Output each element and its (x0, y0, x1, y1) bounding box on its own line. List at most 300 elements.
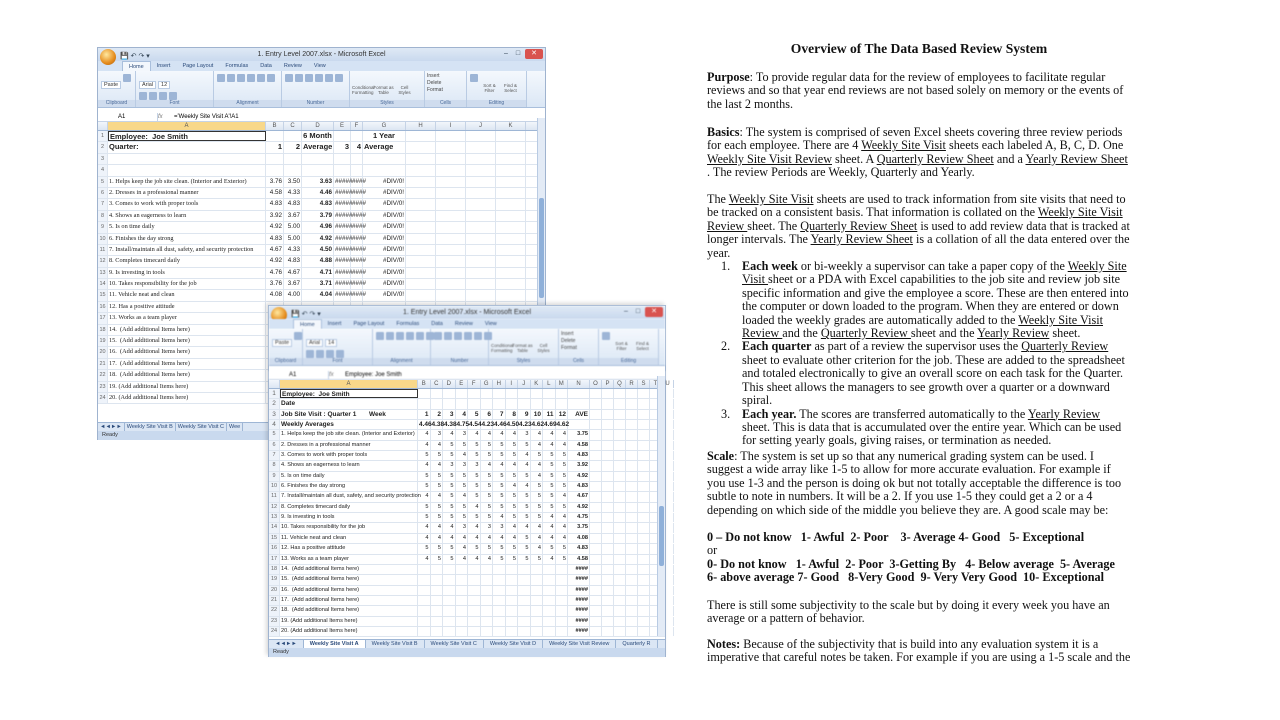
minimize-button[interactable]: – (504, 50, 508, 57)
column-header[interactable]: C (431, 380, 444, 388)
cell[interactable]: 4.58 (266, 188, 284, 198)
cell[interactable]: 4.71 (302, 268, 334, 278)
cell[interactable] (556, 586, 569, 595)
scrollbar-thumb[interactable] (659, 506, 664, 566)
column-header[interactable]: J (466, 122, 496, 130)
cell[interactable] (590, 523, 602, 532)
cell[interactable]: 4 (518, 482, 531, 491)
cell[interactable]: 5 (506, 451, 519, 460)
cell[interactable]: 5 (543, 503, 556, 512)
cell[interactable] (418, 606, 431, 615)
cell[interactable]: 4 (506, 534, 519, 543)
cell[interactable]: 3.67 (284, 211, 302, 221)
cell[interactable]: 4 (431, 523, 444, 532)
cell[interactable] (602, 410, 614, 419)
cell[interactable] (590, 410, 602, 419)
row-header[interactable]: 3 (269, 410, 280, 419)
cell[interactable] (468, 596, 481, 605)
cell[interactable]: 9. Is investing in tools (280, 513, 418, 522)
cell[interactable]: 5 (418, 503, 431, 512)
cell[interactable]: 5 (456, 513, 469, 522)
cell[interactable]: #### (351, 256, 363, 266)
cell[interactable]: 5 (543, 482, 556, 491)
cell[interactable]: 10 (531, 410, 544, 419)
sheet-tab[interactable]: Weekly Site Visit Review (543, 640, 616, 648)
cell[interactable] (496, 154, 526, 164)
cell[interactable] (436, 290, 466, 300)
cell[interactable]: 4 (506, 461, 519, 470)
cell[interactable] (626, 441, 638, 450)
cell[interactable]: 7. Install/maintain all dust, safety, and security protection (108, 245, 266, 255)
cell[interactable]: 3 (456, 523, 469, 532)
cell[interactable] (436, 142, 466, 152)
cell[interactable] (556, 575, 569, 584)
formula-input[interactable]: Employee: Joe Smith (345, 372, 402, 378)
cell[interactable]: #DIV/0! (363, 234, 406, 244)
cell[interactable]: 5 (456, 441, 469, 450)
format-icon[interactable] (325, 74, 333, 82)
cell[interactable]: 4 (443, 534, 456, 543)
cell[interactable]: #DIV/0! (363, 290, 406, 300)
cell[interactable]: 4 (518, 523, 531, 532)
format-icon[interactable] (434, 332, 442, 340)
sheet-tab[interactable]: Wee (227, 423, 243, 431)
cell[interactable] (614, 513, 626, 522)
cell[interactable]: 5 (418, 472, 431, 481)
cell[interactable]: 5 (468, 441, 481, 450)
cell[interactable] (590, 617, 602, 626)
column-header[interactable]: E (334, 122, 351, 130)
cell[interactable] (418, 596, 431, 605)
cell[interactable]: 4.76 (266, 268, 284, 278)
cell[interactable]: #### (568, 565, 590, 574)
cell[interactable]: 4.96 (302, 222, 334, 232)
formula-input[interactable]: ='Weekly Site Visit A'!A1 (174, 114, 239, 120)
cell[interactable]: 1 (266, 142, 284, 152)
cell[interactable]: 2. Dresses in a professional manner (280, 441, 418, 450)
row-header[interactable]: 3 (98, 154, 108, 164)
cell[interactable] (638, 420, 650, 429)
cell[interactable]: ##### (334, 177, 351, 187)
cell[interactable] (108, 165, 266, 175)
cell[interactable]: 17. (Add additional Items here) (108, 359, 266, 369)
cell[interactable] (506, 627, 519, 636)
cell[interactable]: 4 (543, 430, 556, 439)
cell[interactable] (406, 177, 436, 187)
column-header[interactable]: K (496, 122, 526, 130)
cell[interactable] (543, 575, 556, 584)
format-icon[interactable] (267, 74, 275, 82)
cell[interactable] (443, 596, 456, 605)
cell[interactable] (496, 177, 526, 187)
cell[interactable]: 16. (Add additional Items here) (280, 586, 418, 595)
cell[interactable]: 5 (556, 482, 569, 491)
cell[interactable]: 12 (556, 410, 569, 419)
cell[interactable]: 3 (481, 523, 494, 532)
cell[interactable] (543, 399, 556, 408)
cell[interactable] (638, 534, 650, 543)
cell[interactable] (543, 617, 556, 626)
cell[interactable]: 5 (518, 492, 531, 501)
cell[interactable]: 4 (556, 441, 569, 450)
cell[interactable] (466, 165, 496, 175)
cell[interactable]: ##### (334, 234, 351, 244)
cell[interactable] (518, 617, 531, 626)
cell[interactable]: 5 (506, 441, 519, 450)
cell[interactable] (590, 565, 602, 574)
cell[interactable] (493, 617, 506, 626)
cell[interactable]: 4.83 (568, 544, 590, 553)
cell[interactable] (431, 565, 444, 574)
tab-review[interactable]: Review (283, 63, 302, 69)
tab-view[interactable]: View (313, 63, 326, 69)
cell[interactable]: 20. (Add additional Items here) (280, 627, 418, 636)
cell[interactable]: 4 (556, 430, 569, 439)
column-header[interactable]: D (302, 122, 334, 130)
column-header[interactable]: Q (614, 380, 626, 388)
cell[interactable]: 5 (456, 503, 469, 512)
cell[interactable]: 4.83 (284, 256, 302, 266)
cell[interactable]: 4.88 (302, 256, 334, 266)
cell[interactable] (590, 482, 602, 491)
cell[interactable] (496, 268, 526, 278)
cell[interactable]: 4 (431, 534, 444, 543)
column-header[interactable]: A (108, 122, 266, 130)
cell[interactable] (431, 389, 444, 398)
paste-button[interactable]: Paste (272, 339, 292, 347)
cell[interactable]: 5 (531, 451, 544, 460)
cell[interactable] (302, 165, 334, 175)
cell[interactable] (496, 188, 526, 198)
cell[interactable]: 5 (443, 441, 456, 450)
cell[interactable]: 17. (Add additional Items here) (280, 596, 418, 605)
cell[interactable] (602, 482, 614, 491)
column-header[interactable]: D (443, 380, 456, 388)
cell[interactable]: 4 (456, 544, 469, 553)
cell[interactable] (431, 627, 444, 636)
cell[interactable] (506, 606, 519, 615)
close-button[interactable]: ✕ (525, 49, 543, 59)
format-icon[interactable] (237, 74, 245, 82)
cell[interactable] (443, 627, 456, 636)
cell[interactable] (468, 606, 481, 615)
row-header[interactable]: 17 (269, 555, 280, 564)
cell[interactable]: 5 (481, 472, 494, 481)
cell[interactable]: Employee: Joe Smith (108, 131, 266, 141)
cell[interactable] (466, 222, 496, 232)
cell[interactable]: 4.67 (284, 268, 302, 278)
cell[interactable]: 5 (556, 555, 569, 564)
cell[interactable]: 5 (556, 503, 569, 512)
cell[interactable]: #### (351, 188, 363, 198)
cell[interactable] (531, 399, 544, 408)
cell[interactable] (406, 142, 436, 152)
cell[interactable]: 5 (493, 472, 506, 481)
cell[interactable] (568, 420, 590, 429)
cell[interactable] (493, 627, 506, 636)
cell[interactable] (496, 199, 526, 209)
cell[interactable]: 4 (418, 555, 431, 564)
cell[interactable]: 4.83 (302, 199, 334, 209)
cell[interactable]: 3 (493, 523, 506, 532)
format-icon[interactable] (396, 332, 404, 340)
cell[interactable] (614, 389, 626, 398)
cell[interactable]: 9. Is investing in tools (108, 268, 266, 278)
format-icon[interactable] (454, 332, 462, 340)
cell[interactable]: 4.83 (266, 234, 284, 244)
cell[interactable] (493, 606, 506, 615)
cell[interactable] (436, 256, 466, 266)
cell[interactable] (518, 389, 531, 398)
cell[interactable]: 4 (418, 523, 431, 532)
column-header[interactable]: B (266, 122, 284, 130)
cell[interactable] (614, 482, 626, 491)
format-icon[interactable] (386, 332, 394, 340)
cell[interactable] (466, 256, 496, 266)
cut-icon[interactable] (294, 332, 302, 340)
cell[interactable]: ##### (334, 279, 351, 289)
row-header[interactable]: 18 (269, 565, 280, 574)
row-header[interactable]: 21 (98, 359, 108, 369)
cell[interactable] (466, 131, 496, 141)
cell[interactable] (626, 503, 638, 512)
cell[interactable] (614, 461, 626, 470)
cell[interactable] (638, 586, 650, 595)
cell[interactable]: 4.92 (266, 256, 284, 266)
cell[interactable]: 4.75 (456, 421, 470, 429)
format-icon[interactable] (315, 74, 323, 82)
cell[interactable]: 4 (456, 534, 469, 543)
cell[interactable]: 5 (443, 555, 456, 564)
cell[interactable] (351, 131, 363, 141)
column-header[interactable]: K (531, 380, 544, 388)
editing-button[interactable]: Sort & Filter (615, 341, 628, 351)
cell[interactable]: 5 (418, 482, 431, 491)
cell[interactable] (602, 451, 614, 460)
cell[interactable] (614, 399, 626, 408)
cell[interactable]: 3.79 (302, 211, 334, 221)
cell[interactable] (614, 586, 626, 595)
row-header[interactable]: 20 (269, 586, 280, 595)
cell[interactable]: 4.83 (284, 199, 302, 209)
cell[interactable] (468, 617, 481, 626)
cell[interactable] (638, 441, 650, 450)
cell[interactable]: #### (568, 617, 590, 626)
cell[interactable]: Employee: Joe Smith (280, 389, 418, 398)
cell[interactable] (284, 154, 302, 164)
cell[interactable] (602, 513, 614, 522)
cell[interactable] (443, 617, 456, 626)
cell[interactable] (543, 606, 556, 615)
cell[interactable]: 18. (Add additional Items here) (108, 370, 266, 380)
cell[interactable] (466, 245, 496, 255)
cell[interactable] (493, 565, 506, 574)
tab-data[interactable]: Data (431, 321, 443, 327)
cell[interactable]: 5 (443, 513, 456, 522)
cell[interactable]: 4.75 (568, 513, 590, 522)
format-icon[interactable] (295, 74, 303, 82)
cell[interactable]: #DIV/0! (363, 268, 406, 278)
cell[interactable]: 5 (518, 555, 531, 564)
cell[interactable]: 3.92 (266, 211, 284, 221)
cell[interactable] (626, 606, 638, 615)
cell[interactable]: 5 (418, 544, 431, 553)
format-icon[interactable] (416, 332, 424, 340)
row-header[interactable]: 11 (269, 492, 280, 501)
cell[interactable] (443, 586, 456, 595)
cell[interactable] (626, 596, 638, 605)
cell[interactable]: 4 (493, 534, 506, 543)
cell[interactable] (481, 606, 494, 615)
cell[interactable] (614, 503, 626, 512)
cell[interactable]: 4 (556, 492, 569, 501)
cell[interactable]: 4.58 (568, 555, 590, 564)
cell[interactable] (626, 472, 638, 481)
cell[interactable] (590, 451, 602, 460)
cell[interactable] (466, 177, 496, 187)
cell[interactable]: 5 (493, 503, 506, 512)
cell[interactable]: 4 (543, 555, 556, 564)
cell[interactable]: 5 (493, 492, 506, 501)
cell[interactable] (626, 555, 638, 564)
cells-button[interactable]: Delete (427, 80, 442, 86)
cell[interactable]: 4 (493, 513, 506, 522)
cell[interactable] (456, 586, 469, 595)
column-header[interactable]: H (493, 380, 506, 388)
cell[interactable]: #### (351, 222, 363, 232)
cell[interactable] (590, 430, 602, 439)
cell[interactable]: 4.69 (544, 421, 557, 429)
row-header[interactable]: 6 (98, 188, 108, 198)
cell[interactable] (638, 544, 650, 553)
column-header[interactable]: C (284, 122, 302, 130)
maximize-button[interactable]: □ (635, 308, 641, 315)
cell[interactable]: 4 (468, 430, 481, 439)
cell[interactable]: 5 (443, 544, 456, 553)
cell[interactable]: 4.83 (568, 482, 590, 491)
cell[interactable]: ##### (334, 245, 351, 255)
cell[interactable] (406, 211, 436, 221)
tab-formulas[interactable]: Formulas (396, 321, 420, 327)
cell[interactable]: 4 (543, 513, 556, 522)
format-icon[interactable] (285, 74, 293, 82)
cell[interactable]: #DIV/0! (363, 211, 406, 221)
cell[interactable]: 5 (418, 451, 431, 460)
sheet-tab[interactable]: Weekly Site Visit B (366, 640, 425, 648)
sum-icon[interactable] (602, 332, 610, 340)
cell[interactable]: 4.08 (568, 534, 590, 543)
cell[interactable] (418, 389, 431, 398)
cell[interactable]: 4.58 (568, 441, 590, 450)
row-header[interactable]: 7 (269, 451, 280, 460)
cell[interactable]: 4 (468, 523, 481, 532)
cell[interactable] (638, 503, 650, 512)
row-header[interactable]: 14 (98, 279, 108, 289)
cell[interactable]: 3.75 (568, 430, 590, 439)
cell[interactable]: 12. Has a positive attitude (280, 544, 418, 553)
sheet-tab[interactable]: Weekly Site Visit B (125, 423, 176, 431)
cell[interactable]: 5 (456, 472, 469, 481)
row-header[interactable]: 23 (269, 617, 280, 626)
cell[interactable] (638, 389, 650, 398)
cell[interactable] (496, 165, 526, 175)
cell[interactable]: 4. Shows an eagerness to learn (280, 461, 418, 470)
cell[interactable]: 5 (506, 472, 519, 481)
row-header[interactable]: 12 (98, 256, 108, 266)
cell[interactable]: 4 (456, 451, 469, 460)
styles-button[interactable]: Format as Table (373, 85, 394, 95)
cell[interactable]: 4 (443, 430, 456, 439)
cell[interactable]: 5 (543, 492, 556, 501)
cell[interactable]: 5 (468, 472, 481, 481)
cell[interactable] (602, 523, 614, 532)
cell[interactable]: 5 (506, 492, 519, 501)
cell[interactable] (436, 279, 466, 289)
font-name-select[interactable]: Arial (306, 339, 323, 347)
cell[interactable]: Job Site Visit : Quarter 1 Week (280, 410, 418, 419)
cell[interactable]: 4 (481, 430, 494, 439)
column-header[interactable]: J (518, 380, 531, 388)
column-header[interactable]: F (351, 122, 363, 130)
cell[interactable] (431, 586, 444, 595)
cell[interactable] (406, 165, 436, 175)
sheet-tab[interactable]: Weekly Site Visit C (425, 640, 484, 648)
cell[interactable] (556, 565, 569, 574)
cell[interactable]: 4 (418, 461, 431, 470)
cell[interactable]: 5 (518, 534, 531, 543)
cell[interactable]: 5 (506, 544, 519, 553)
name-box[interactable]: A1 (98, 113, 158, 121)
cell[interactable]: 5 (506, 513, 519, 522)
cell[interactable]: 12. Has a positive attitude (108, 302, 266, 312)
cell[interactable]: 4 (531, 534, 544, 543)
row-header[interactable]: 8 (98, 211, 108, 221)
cell[interactable]: 5 (443, 503, 456, 512)
cell[interactable] (602, 544, 614, 553)
row-header[interactable]: 1 (98, 131, 108, 141)
cell[interactable]: Weekly Averages (280, 420, 418, 429)
fill-color-icon[interactable] (169, 92, 177, 100)
row-header[interactable]: 10 (269, 482, 280, 491)
format-icon[interactable] (335, 74, 343, 82)
fx-icon[interactable]: fx (329, 372, 334, 378)
cell[interactable] (468, 399, 481, 408)
cell[interactable]: 3 (443, 410, 456, 419)
cell[interactable] (456, 617, 469, 626)
quick-access-toolbar[interactable]: 💾 ↶ ↷ ▾ (291, 311, 321, 318)
cell[interactable]: 2. Dresses in a professional manner (108, 188, 266, 198)
cell[interactable] (590, 544, 602, 553)
cell[interactable]: 5 (518, 544, 531, 553)
cell[interactable] (496, 222, 526, 232)
cell[interactable]: 4 (531, 461, 544, 470)
cells-button[interactable]: Delete (561, 338, 576, 344)
cell[interactable]: 4 (481, 461, 494, 470)
cell[interactable]: 4 (431, 461, 444, 470)
cell[interactable] (406, 199, 436, 209)
cell[interactable]: 14. (Add additional Items here) (108, 325, 266, 335)
cell[interactable]: 5 (531, 492, 544, 501)
cell[interactable] (556, 606, 569, 615)
cell[interactable] (556, 617, 569, 626)
tab-insert[interactable]: Insert (327, 321, 342, 327)
cell[interactable] (531, 596, 544, 605)
cell[interactable] (638, 606, 650, 615)
cell[interactable]: 5 (431, 555, 444, 564)
cell[interactable]: 5 (506, 555, 519, 564)
cell[interactable] (614, 441, 626, 450)
sheet-tab[interactable]: Weekly Site Visit D (484, 640, 543, 648)
